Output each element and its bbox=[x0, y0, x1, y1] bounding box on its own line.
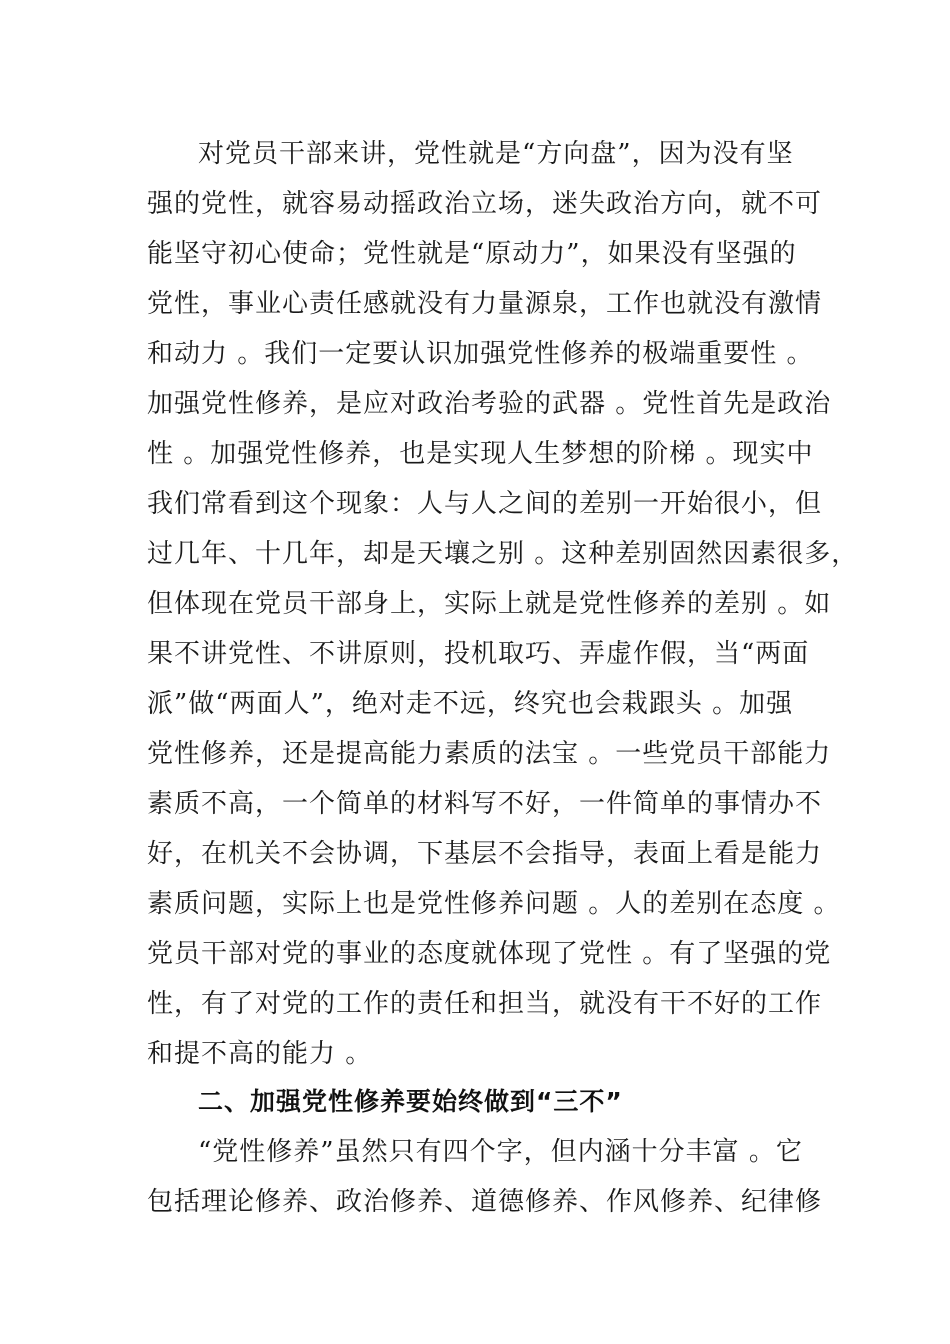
paragraph-1-line-18: 性，有了对党的工作的责任和担当，就没有干不好的工作 bbox=[147, 989, 823, 1019]
paragraph-1-line-7: 性 。加强党性修养，也是实现人生梦想的阶梯 。现实中 bbox=[147, 439, 814, 469]
paragraph-1-line-19: 和提不高的能力 。 bbox=[147, 1039, 373, 1069]
paragraph-1-line-14: 素质不高，一个简单的材料写不好，一件简单的事情办不 bbox=[147, 789, 823, 819]
paragraph-2-line-2: 包括理论修养、政治修养、道德修养、作风修养、纪律修 bbox=[147, 1187, 823, 1217]
paragraph-1-line-15: 好，在机关不会协调，下基层不会指导，表面上看是能力 bbox=[147, 839, 823, 869]
paragraph-1-line-5: 和动力 。我们一定要认识加强党性修养的极端重要性 。 bbox=[147, 339, 814, 369]
paragraph-2-line-1: “党性修养”虽然只有四个字，但内涵十分丰富 。它 bbox=[198, 1137, 803, 1167]
paragraph-1-line-2: 强的党性，就容易动摇政治立场，迷失政治方向，就不可 bbox=[147, 189, 823, 219]
paragraph-1-line-1: 对党员干部来讲，党性就是“方向盘”，因为没有坚 bbox=[198, 139, 794, 169]
paragraph-1-line-16: 素质问题，实际上也是党性修养问题 。人的差别在态度 。 bbox=[147, 889, 841, 919]
paragraph-1-line-9: 过几年、十几年，却是天壤之别 。这种差别固然因素很多， bbox=[147, 539, 859, 569]
paragraph-1-line-6: 加强党性修养，是应对政治考验的武器 。党性首先是政治 bbox=[147, 389, 832, 419]
paragraph-1-line-11: 果不讲党性、不讲原则，投机取巧、弄虚作假，当“两面 bbox=[147, 639, 810, 669]
paragraph-1-line-10: 但体现在党员干部身上，实际上就是党性修养的差别 。如 bbox=[147, 589, 832, 619]
paragraph-1-line-3: 能坚守初心使命；党性就是“原动力”，如果没有坚强的 bbox=[147, 239, 797, 269]
paragraph-1-line-13: 党性修养，还是提高能力素质的法宝 。一些党员干部能力 bbox=[147, 739, 832, 769]
paragraph-1-line-8: 我们常看到这个现象：人与人之间的差别一开始很小，但 bbox=[147, 489, 823, 519]
paragraph-1-line-12: 派”做“两面人”，绝对走不远，终究也会栽跟头 。加强 bbox=[147, 689, 794, 719]
section-heading: 二、加强党性修养要始终做到“三不” bbox=[198, 1087, 623, 1116]
paragraph-1-line-17: 党员干部对党的事业的态度就体现了党性 。有了坚强的党 bbox=[147, 939, 832, 969]
paragraph-1-line-4: 党性，事业心责任感就没有力量源泉，工作也就没有激情 bbox=[147, 289, 823, 319]
